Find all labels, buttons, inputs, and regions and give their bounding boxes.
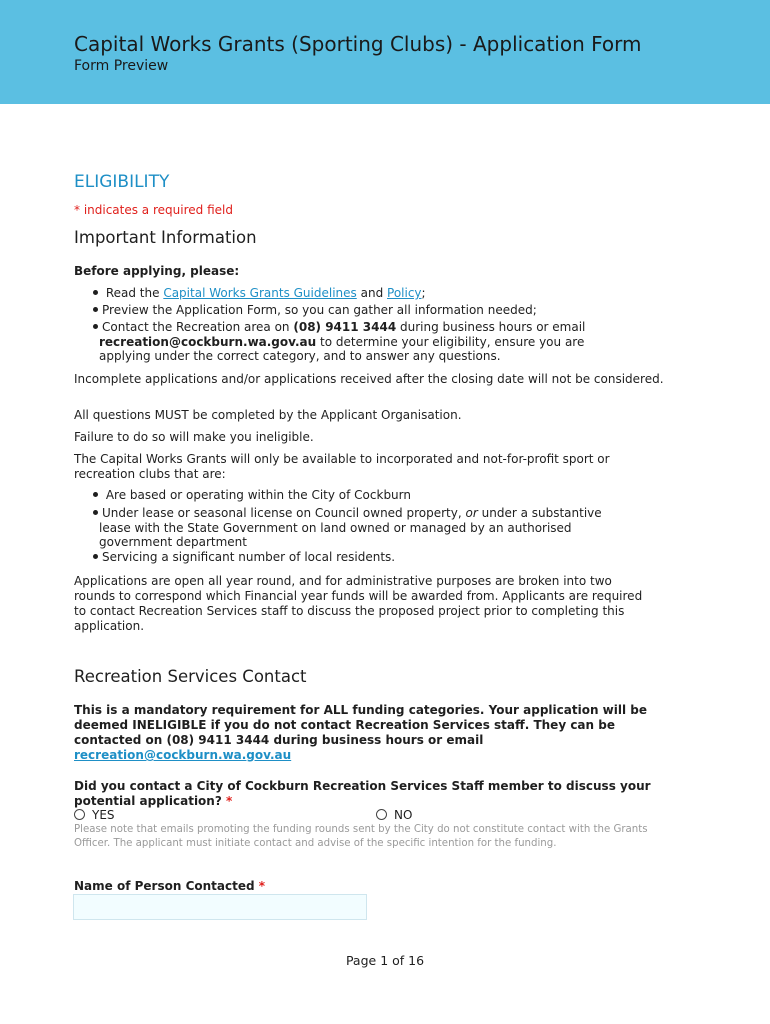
page-number: Page 1 of 16 (345, 953, 425, 968)
header-banner (0, 0, 770, 104)
bullet-icon (93, 510, 98, 515)
criteria-local-residents: Servicing a significant number of local residents. (93, 550, 653, 565)
paragraph-applications-open: Applications are open all year round, and for administrative purposes are broken into two rounds to correspond which Financial year funds will be awarded from. Applicants are required to contact Recreation Services staff to discuss the proposed project prior to completing this application. (74, 574, 643, 633)
required-note: * indicates a required field (74, 203, 233, 217)
section-title: ELIGIBILITY (74, 172, 170, 192)
bullet-icon (93, 554, 98, 559)
bullet-preview-form: Preview the Application Form, so you can gather all information needed; (93, 303, 653, 318)
recreation-email: recreation@cockburn.wa.gov.au (99, 334, 317, 349)
contact-question: Did you contact a City of Cockburn Recreation Services Staff member to discuss your potential application? * (74, 779, 651, 808)
recreation-phone: (08) 9411 3444 (293, 320, 397, 334)
form-subtitle: Form Preview (74, 58, 169, 74)
important-heading: Important Information (74, 228, 257, 247)
bullet-icon (93, 324, 98, 329)
name-contacted-input[interactable] (73, 894, 367, 920)
guidelines-link[interactable]: Capital Works Grants Guidelines (163, 286, 357, 300)
mandatory-notice: This is a mandatory requirement for ALL funding categories. Your application will be deemed INELIGIBLE if you do not contact Recreation Services staff. They can be contacted on (08) 9411 3444 during business hours or email recreation@cockburn.wa.gov.au (74, 703, 647, 762)
bullet-icon (93, 307, 98, 312)
radio-circle-icon[interactable] (74, 809, 85, 820)
bullet-icon (93, 492, 98, 497)
criteria-based-in-cockburn: Are based or operating within the City of Cockburn (93, 488, 653, 503)
form-title: Capital Works Grants (Sporting Clubs) - Application Form (74, 32, 642, 56)
required-star: * (226, 794, 233, 808)
contact-hint: Please note that emails promoting the funding rounds sent by the City do not constitute contact with the Grants Officer. The applicant must initiate contact and advise of the specific intention for the funding. (74, 824, 648, 849)
before-label: Before applying, please: (74, 264, 240, 278)
name-label: Name of Person Contacted * (74, 879, 266, 893)
radio-no[interactable]: NO (376, 808, 412, 822)
paragraph-eligibility: The Capital Works Grants will only be available to incorporated and not-for-profit sport or recreation clubs that are: (74, 452, 610, 481)
paragraph-all-questions: All questions MUST be completed by the Applicant Organisation. (74, 408, 462, 422)
required-star: * (258, 879, 266, 893)
contact-heading: Recreation Services Contact (74, 667, 307, 686)
criteria-lease: Under lease or seasonal license on Council owned property, or under a substantive lease with the State Government on land owned or managed by an authorised government department (93, 506, 653, 550)
bullet-icon (93, 290, 98, 295)
contact-email-link[interactable]: recreation@cockburn.wa.gov.au (74, 748, 292, 762)
policy-link[interactable]: Policy (387, 286, 422, 300)
paragraph-failure: Failure to do so will make you ineligible. (74, 430, 314, 444)
radio-yes[interactable]: YES (74, 808, 115, 822)
paragraph-incomplete: Incomplete applications and/or applications received after the closing date will not be considered. (74, 372, 664, 386)
radio-circle-icon[interactable] (376, 809, 387, 820)
bullet-read-guidelines: Read the Capital Works Grants Guidelines and Policy; (93, 286, 653, 301)
bullet-contact-recreation: Contact the Recreation area on (08) 9411 3444 during business hours or email recreation@cockburn.wa.gov.au to determine your eligibility, ensure you are applying under the correct category, and to answer any questions. (93, 320, 653, 364)
